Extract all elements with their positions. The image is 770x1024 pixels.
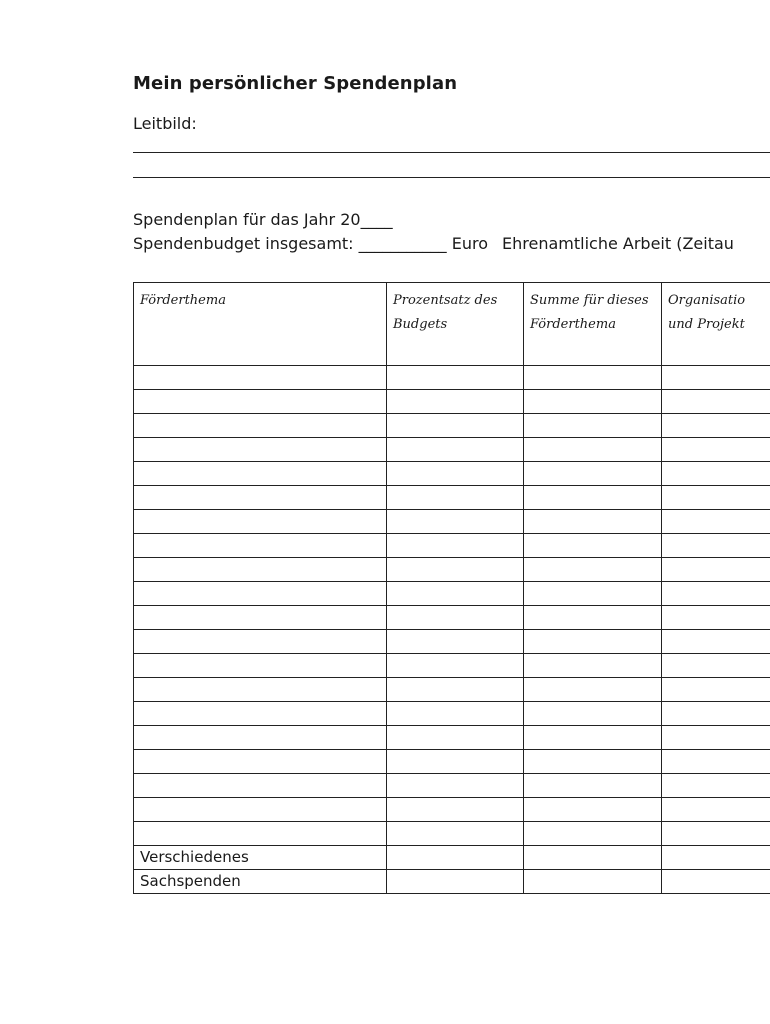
table-cell-topic[interactable]	[134, 630, 387, 654]
table-cell-topic[interactable]	[134, 366, 387, 390]
table-cell[interactable]	[524, 798, 662, 822]
table-cell-topic[interactable]	[134, 414, 387, 438]
table-row	[134, 630, 770, 654]
table-cell[interactable]	[524, 630, 662, 654]
table-cell[interactable]	[524, 750, 662, 774]
header-summe	[524, 283, 662, 366]
table-cell[interactable]	[524, 774, 662, 798]
table-cell[interactable]	[524, 414, 662, 438]
table-cell[interactable]	[387, 558, 524, 582]
table-cell[interactable]	[524, 366, 662, 390]
table-row	[134, 366, 770, 390]
table-cell[interactable]	[524, 654, 662, 678]
table-cell-topic[interactable]: Sachspenden	[134, 870, 387, 894]
header-organisation	[662, 283, 770, 366]
table-cell-topic[interactable]	[134, 390, 387, 414]
header-line: und Projekt	[668, 317, 745, 332]
header-line: Förderthema	[140, 293, 226, 308]
table-cell[interactable]	[662, 366, 770, 390]
table-row	[134, 654, 770, 678]
leitbild-line-2	[133, 177, 770, 178]
plan-year-line: Spendenplan für das Jahr 20____	[133, 210, 393, 229]
header-line: Förderthema	[530, 317, 616, 332]
table-cell[interactable]	[524, 846, 662, 870]
leitbild-line-1	[133, 152, 770, 153]
table-cell[interactable]	[662, 870, 770, 894]
table-cell[interactable]	[662, 798, 770, 822]
table-cell[interactable]	[662, 702, 770, 726]
table-cell[interactable]	[662, 486, 770, 510]
table-row	[134, 678, 770, 702]
table-row	[134, 870, 770, 894]
header-line: Budgets	[393, 317, 448, 332]
table-row	[134, 822, 770, 846]
table-cell[interactable]	[524, 870, 662, 894]
table-cell[interactable]	[387, 702, 524, 726]
table-cell-topic[interactable]	[134, 702, 387, 726]
header-foerderthema	[134, 283, 387, 366]
table-cell[interactable]	[662, 534, 770, 558]
table-cell[interactable]	[662, 678, 770, 702]
table-cell-topic[interactable]	[134, 750, 387, 774]
table-cell[interactable]	[662, 774, 770, 798]
table-cell[interactable]	[387, 774, 524, 798]
table-cell[interactable]	[387, 822, 524, 846]
table-row	[134, 582, 770, 606]
header-prozentsatz	[387, 283, 524, 366]
table-cell[interactable]	[662, 726, 770, 750]
table-row	[134, 510, 770, 534]
table-cell[interactable]	[387, 438, 524, 462]
table-cell-topic[interactable]	[134, 798, 387, 822]
table-cell[interactable]	[387, 462, 524, 486]
table-cell[interactable]	[662, 582, 770, 606]
table-row	[134, 726, 770, 750]
table-cell[interactable]	[662, 462, 770, 486]
table-row	[134, 774, 770, 798]
table-cell[interactable]	[524, 486, 662, 510]
table-cell-topic[interactable]	[134, 486, 387, 510]
table-cell-topic[interactable]	[134, 438, 387, 462]
table-cell[interactable]	[387, 414, 524, 438]
page-title: Mein persönlicher Spendenplan	[133, 73, 458, 94]
donation-table	[133, 282, 770, 894]
table-cell[interactable]	[387, 678, 524, 702]
table-cell[interactable]	[662, 558, 770, 582]
table-cell-topic[interactable]: Verschiedenes	[134, 846, 387, 870]
table-cell[interactable]	[387, 630, 524, 654]
table-cell[interactable]	[387, 534, 524, 558]
table-cell[interactable]	[524, 678, 662, 702]
table-row	[134, 534, 770, 558]
table-body	[134, 366, 770, 894]
table-cell[interactable]	[524, 390, 662, 414]
table-row	[134, 846, 770, 870]
table-row	[134, 390, 770, 414]
table-cell-topic[interactable]	[134, 822, 387, 846]
table-cell[interactable]	[387, 510, 524, 534]
leitbild-label: Leitbild:	[133, 114, 197, 133]
table-cell[interactable]	[662, 606, 770, 630]
volunteer-line: Ehrenamtliche Arbeit (Zeitau	[502, 234, 734, 253]
table-cell[interactable]	[387, 486, 524, 510]
table-row	[134, 414, 770, 438]
table-cell[interactable]	[387, 390, 524, 414]
table-row	[134, 462, 770, 486]
table-cell-topic[interactable]	[134, 510, 387, 534]
table-cell[interactable]	[524, 822, 662, 846]
table-cell[interactable]	[662, 390, 770, 414]
table-cell[interactable]	[387, 366, 524, 390]
table-row	[134, 438, 770, 462]
table-cell[interactable]	[524, 438, 662, 462]
table-cell[interactable]	[524, 702, 662, 726]
budget-row	[133, 234, 734, 253]
header-line: Organisatio	[668, 293, 746, 308]
table-cell-topic[interactable]	[134, 558, 387, 582]
table-cell-topic[interactable]	[134, 774, 387, 798]
table-cell[interactable]	[387, 846, 524, 870]
table-row	[134, 486, 770, 510]
table-cell[interactable]	[387, 750, 524, 774]
table-cell-topic[interactable]	[134, 726, 387, 750]
table-row	[134, 702, 770, 726]
table-cell-topic[interactable]	[134, 654, 387, 678]
table-cell[interactable]	[387, 582, 524, 606]
table-cell[interactable]	[387, 798, 524, 822]
table-cell[interactable]	[524, 510, 662, 534]
table-cell[interactable]	[662, 630, 770, 654]
table-cell[interactable]	[387, 606, 524, 630]
table-cell[interactable]	[662, 750, 770, 774]
table-cell[interactable]	[387, 654, 524, 678]
table-cell-topic[interactable]	[134, 534, 387, 558]
table-cell[interactable]	[524, 726, 662, 750]
header-line: Summe für dieses	[530, 293, 649, 308]
table-row	[134, 606, 770, 630]
table-cell[interactable]	[662, 846, 770, 870]
table-header-row	[134, 283, 770, 366]
table-cell[interactable]	[387, 726, 524, 750]
table-cell[interactable]	[387, 870, 524, 894]
budget-line: Spendenbudget insgesamt: ___________ Euro	[133, 234, 488, 253]
table-cell-topic[interactable]	[134, 582, 387, 606]
table-cell[interactable]	[524, 462, 662, 486]
table-cell[interactable]	[524, 582, 662, 606]
table-cell[interactable]	[662, 414, 770, 438]
table-cell-topic[interactable]	[134, 462, 387, 486]
header-line: Prozentsatz des	[393, 293, 498, 308]
table-cell-topic[interactable]	[134, 606, 387, 630]
table-row	[134, 558, 770, 582]
table-cell[interactable]	[662, 438, 770, 462]
table-cell-topic[interactable]	[134, 678, 387, 702]
table-cell[interactable]	[662, 654, 770, 678]
table-row	[134, 750, 770, 774]
table-cell[interactable]	[524, 606, 662, 630]
table-cell[interactable]	[662, 822, 770, 846]
table-row	[134, 798, 770, 822]
table-cell[interactable]	[524, 534, 662, 558]
table-cell[interactable]	[524, 558, 662, 582]
table-cell[interactable]	[662, 510, 770, 534]
